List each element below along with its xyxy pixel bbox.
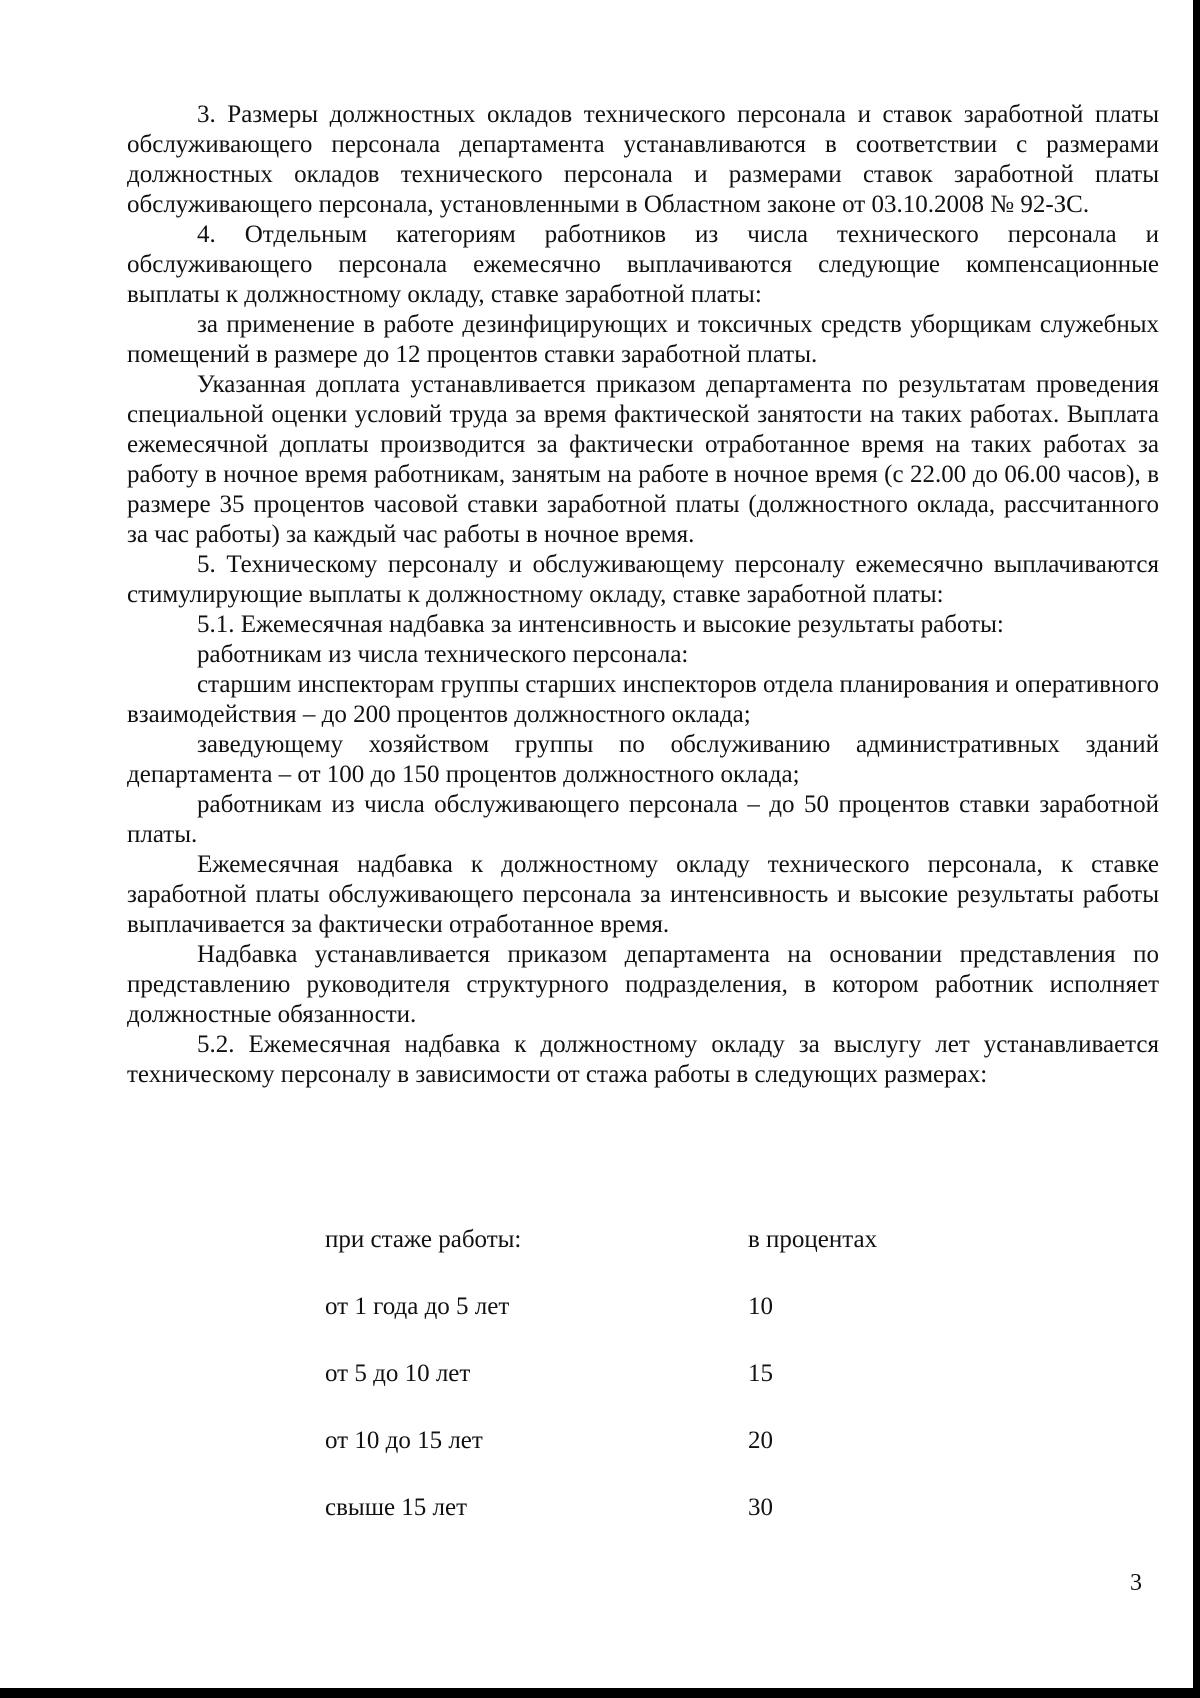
table-cell-experience: свыше 15 лет: [325, 1494, 468, 1521]
table-cell-percent: 20: [748, 1427, 773, 1454]
document-body: [127, 100, 1159, 1090]
table-cell-percent: 30: [748, 1494, 773, 1521]
table-row: [325, 1359, 1025, 1426]
scan-edge-bottom: [0, 1688, 1200, 1698]
table-header-experience: при стаже работы:: [325, 1226, 522, 1253]
table-header-percent: в процентах: [748, 1226, 878, 1253]
paragraph-5-1-service-staff: работникам из числа обслуживающего персонала – до 50 процентов ставки заработной платы.: [127, 791, 1159, 848]
table-row: [325, 1493, 1025, 1560]
scan-edge-right: [1193, 0, 1200, 1698]
paragraph-4-cleaners: за применение в работе дезинфицирующих и токсичных средств уборщикам служебных помещений в размере до 12 процентов ставки заработной платы.: [127, 311, 1159, 368]
table-cell-experience: от 1 года до 5 лет: [325, 1293, 510, 1320]
paragraph-5-1-technical: работникам из числа технического персонала:: [197, 641, 689, 668]
paragraph-5-2: 5.2. Ежемесячная надбавка к должностному окладу за выслугу лет устанавливается техническому персоналу в зависимости от стажа работы в следующих размерах:: [127, 1031, 1159, 1088]
paragraph-5-1-order: Надбавка устанавливается приказом департамента на основании представления по представлению руководителя структурного подразделения, в котором работник исполняет должностные обязанности.: [127, 941, 1159, 1028]
table-cell-experience: от 10 до 15 лет: [325, 1427, 483, 1454]
paragraph-5-1-actual-time: Ежемесячная надбавка к должностному окладу технического персонала, к ставке заработной платы обслуживающего персонала за интенсивность и высокие результаты работы выплачивается за фактически отработанное время.: [127, 851, 1159, 938]
table-cell-percent: 15: [748, 1360, 773, 1387]
paragraph-4: 4. Отдельным категориям работников из числа технического персонала и обслуживающего персонала ежемесячно выплачиваются следующие компенсационные выплаты к должностному окладу, ставке заработной платы:: [127, 221, 1159, 308]
table-cell-percent: 10: [748, 1293, 773, 1320]
table-header-row: [325, 1225, 1025, 1292]
paragraph-5: 5. Техническому персоналу и обслуживающему персоналу ежемесячно выплачиваются стимулирующие выплаты к должностному окладу, ставке заработной платы:: [127, 551, 1159, 608]
paragraph-5-1-senior-inspectors: старшим инспекторам группы старших инспекторов отдела планирования и оперативного взаимодействия – до 200 процентов должностного оклада;: [127, 671, 1159, 728]
table-row: [325, 1292, 1025, 1359]
table-row: [325, 1426, 1025, 1493]
page-number: 3: [1130, 1570, 1142, 1596]
table-cell-experience: от 5 до 10 лет: [325, 1360, 471, 1387]
paragraph-4-night-work: Указанная доплата устанавливается приказом департамента по результатам проведения специальной оценки условий труда за время фактической занятости на таких работах. Выплата ежемесячной доплаты производится за фактически отработанное время на таких работах за работу в ночное время работникам, занятым на работе в ночное время (с 22.00 до 06.00 часов), в размере 35 процентов часовой ставки заработной платы (должностного оклада, рассчитанного за час работы) за каждый час работы в ночное время.: [127, 371, 1159, 548]
paragraph-3: 3. Размеры должностных окладов технического персонала и ставок заработной платы обслуживающего персонала департамента устанавливаются в соответствии с размерами должностных окладов технического персонала и размерами ставок заработной платы обслуживающего персонала, установленными в Областном законе от 03.10.2008 № 92-ЗС.: [127, 101, 1159, 218]
paragraph-5-1-housekeeping: заведующему хозяйством группы по обслуживанию административных зданий департамента – от 100 до 150 процентов должностного оклада;: [127, 731, 1159, 788]
seniority-table: [325, 1225, 1025, 1560]
paragraph-5-1: 5.1. Ежемесячная надбавка за интенсивность и высокие результаты работы:: [197, 611, 1004, 638]
